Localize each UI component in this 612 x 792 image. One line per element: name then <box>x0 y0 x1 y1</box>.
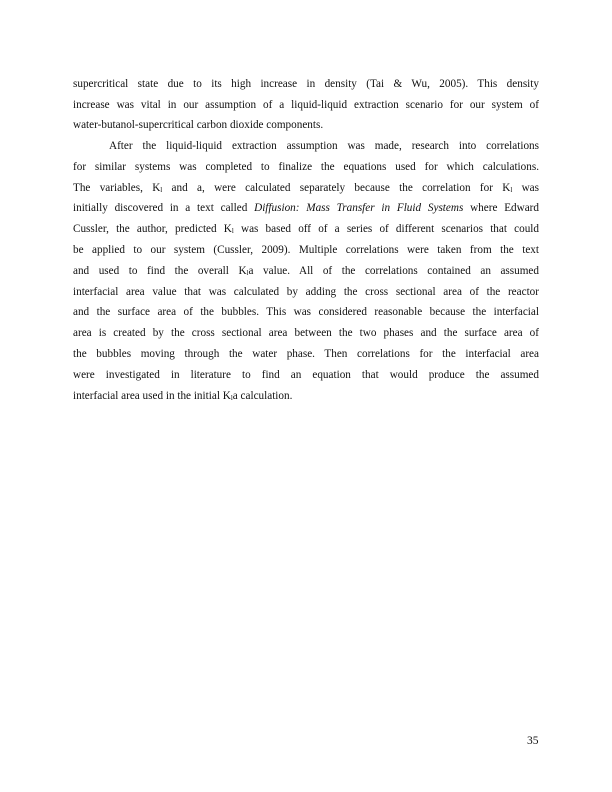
text-line: for similar systems was completed to finalize the equations used for which calculations. <box>73 161 539 173</box>
subscript: l <box>510 186 513 194</box>
book-title: Diffusion: Mass Transfer in Fluid Systems <box>254 202 464 214</box>
text-line: increase was vital in our assumption of a liquid-liquid extraction scenario for our system of <box>73 99 539 111</box>
text-line: were investigated in literature to find an equation that would produce the assumed <box>73 369 539 381</box>
text-line: interfacial area value that was calculated by adding the cross sectional area of the reactor <box>73 286 539 298</box>
text-line <box>73 201 539 215</box>
text: The variables, K <box>73 182 161 194</box>
text: interfacial area used in the initial K <box>73 390 231 402</box>
text: initially discovered in a text called <box>73 202 255 214</box>
subscript: l <box>160 186 163 194</box>
text-line: and the surface area of the bubbles. This was considered reasonable because the interfacial <box>73 306 539 318</box>
text-line: be applied to our system (Cussler, 2009). Multiple correlations were taken from the text <box>73 244 539 256</box>
text-line: area is created by the cross sectional area between the two phases and the surface area of <box>73 327 539 339</box>
text-line <box>73 222 539 236</box>
text-line: After the liquid-liquid extraction assumption was made, research into correlations <box>109 140 539 152</box>
text-line: water-butanol-supercritical carbon dioxide components. <box>73 119 324 131</box>
text-line: the bubbles moving through the water phase. Then correlations for the interfacial area <box>73 348 539 360</box>
text-line: supercritical state due to its high increase in density (Tai & Wu, 2005). This density <box>73 78 539 90</box>
text: Cussler, the author, predicted K <box>73 223 232 235</box>
subscript: l <box>246 269 249 277</box>
text: a calculation. <box>232 390 293 402</box>
text: where Edward <box>463 202 539 214</box>
text-line <box>73 264 539 278</box>
text: was <box>512 182 539 194</box>
text: and a, were calculated separately because the correlation for K <box>162 182 511 194</box>
text: a value. All of the correlations contained an assumed <box>248 265 539 277</box>
subscript: l <box>230 394 233 402</box>
subscript: l <box>231 227 234 235</box>
page-number: 35 <box>527 735 539 747</box>
text-line <box>73 181 539 195</box>
text: was based off of a series of different scenarios that could <box>233 223 539 235</box>
text-line <box>73 389 539 403</box>
text: and used to find the overall K <box>73 265 247 277</box>
